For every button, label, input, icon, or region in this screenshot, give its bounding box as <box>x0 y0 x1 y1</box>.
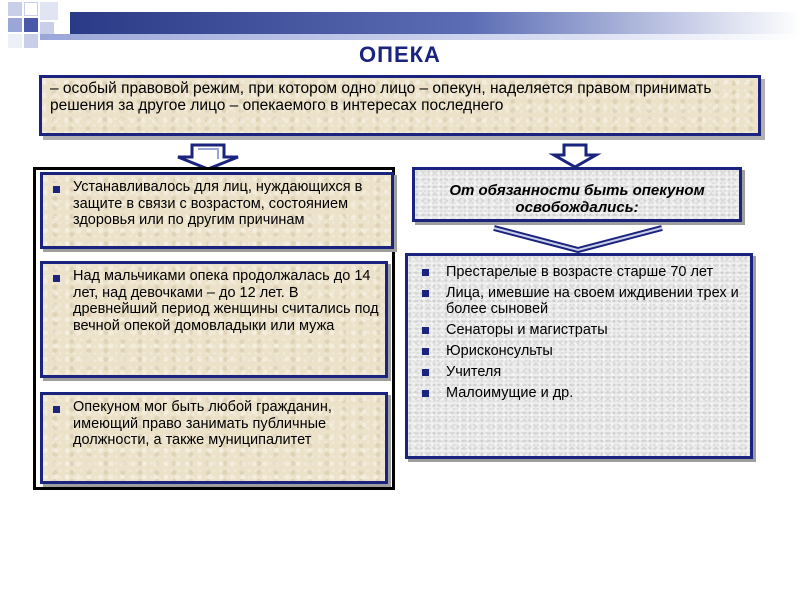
bullet-icon <box>53 275 60 282</box>
right-chevron-arrow-icon <box>488 224 668 254</box>
left-item-text: Над мальчиками опека продолжалась до 14 лет, над девочками – до 12 лет. В древнейший период женщины считались под вечной опекой домовладыки или мужа <box>73 268 379 334</box>
bullet-icon <box>422 290 429 297</box>
bullet-icon <box>422 369 429 376</box>
bullet-icon <box>53 186 60 193</box>
bullet-icon <box>53 406 60 413</box>
bullet-icon <box>422 269 429 276</box>
left-item-duration <box>40 261 388 378</box>
header-band-light <box>40 34 800 40</box>
header-band <box>70 12 800 34</box>
bullet-icon <box>422 348 429 355</box>
exemption-list <box>408 256 750 401</box>
list-item-text: Престарелые в возрасте старше 70 лет <box>446 264 714 280</box>
list-item-text: Сенаторы и магистраты <box>446 322 608 338</box>
list-item <box>446 385 744 401</box>
list-item-text: Малоимущие и др. <box>446 385 574 401</box>
list-item <box>446 343 744 359</box>
exemption-heading-box <box>412 167 742 222</box>
bullet-icon <box>422 390 429 397</box>
exemption-heading: От обязанности быть опекуном освобождались: <box>449 182 705 216</box>
list-item-text: Юрисконсульты <box>446 343 553 359</box>
left-item-text: Устанавливалось для лиц, нуждающихся в защите в связи с возрастом, состоянием здоровья или по другим причинам <box>73 179 363 228</box>
left-item-age-protection <box>40 172 394 249</box>
left-item-text: Опекуном мог быть любой гражданин, имеющий право занимать публичные должности, а также муниципалитет <box>73 399 332 448</box>
definition-text: – особый правовой режим, при котором одно лицо – опекун, наделяется правом принимать решения за другое лицо – опекаемого в интересах последнего <box>50 80 712 114</box>
list-item <box>446 364 744 380</box>
definition-box <box>39 75 761 136</box>
list-item-text: Учителя <box>446 364 502 380</box>
list-item <box>446 285 744 317</box>
list-item <box>446 322 744 338</box>
list-item-text: Лица, имевшие на своем иждивении трех и более сыновей <box>446 285 739 317</box>
left-item-guardian-eligibility <box>40 392 388 484</box>
page-title: ОПЕКА <box>359 42 441 67</box>
right-down-arrow-icon <box>548 143 602 169</box>
list-item <box>446 264 744 280</box>
bullet-icon <box>422 327 429 334</box>
exemption-list-box <box>405 253 753 459</box>
